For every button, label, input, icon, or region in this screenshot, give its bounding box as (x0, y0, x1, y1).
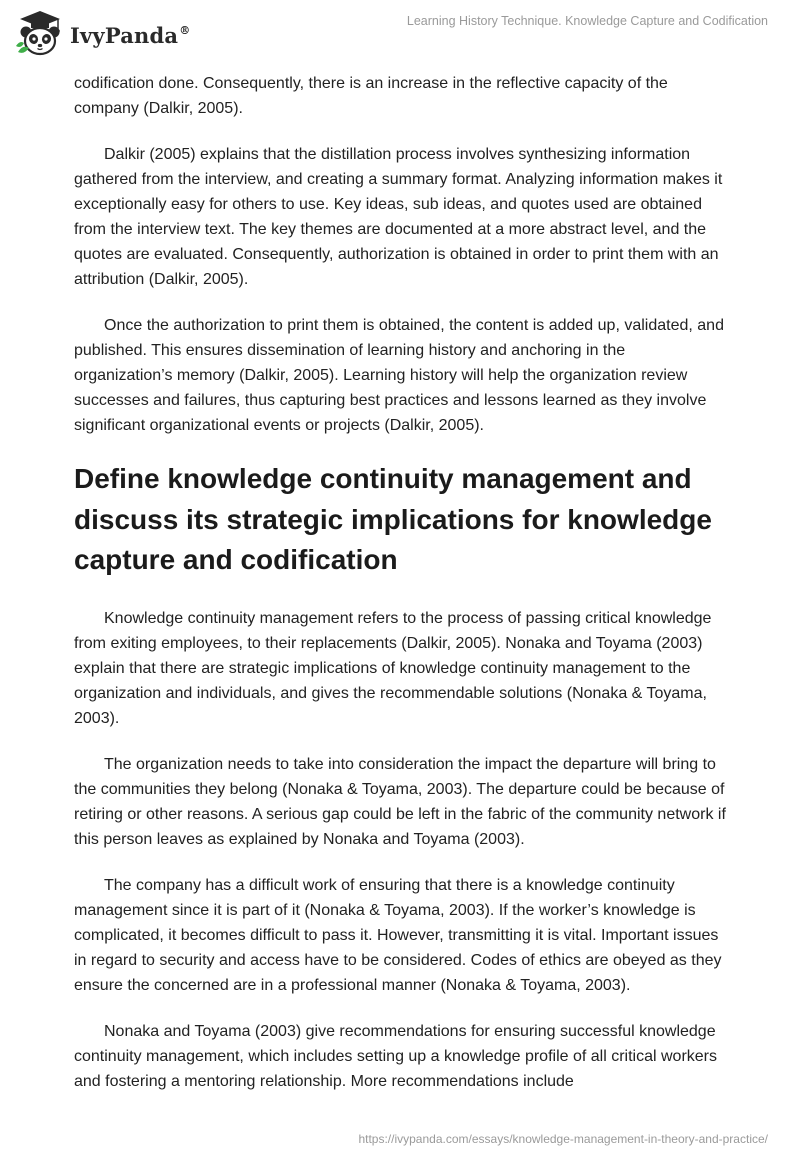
section-heading: Define knowledge continuity management and discuss its strategic implications for knowledge capture and codification (74, 463, 712, 575)
paragraph-2: Dalkir (2005) explains that the distillation process involves synthesizing information gathered from the interview, and creating a summary format. Analyzing information makes it exceptionally easy for others to use. Key ideas, sub ideas, and quotes used are obtained from the interview text. The key themes are documented at a more abstract level, and the quotes are evaluated. Consequently, authorization is obtained in order to print them with an attribution (Dalkir, 2005). (74, 146, 723, 288)
paragraph-4: Knowledge continuity management refers to the process of passing critical knowledge from exiting employees, to their replacements (Dalkir, 2005). Nonaka and Toyama (2003) explain that there are strategic implications of knowledge continuity management to the organization and individuals, and gives the recommendable solutions (Nonaka & Toyama, 2003). (74, 609, 712, 727)
registered-mark: ® (179, 23, 191, 37)
source-url[interactable]: https://ivypanda.com/essays/knowledge-management-in-theory-and-practice/ (358, 1132, 768, 1146)
brand-name (70, 23, 190, 48)
essay-body (74, 71, 726, 1115)
paragraph-7: Nonaka and Toyama (2003) give recommendations for ensuring successful knowledge continuity management, which includes setting up a knowledge profile of all critical workers and fostering a mentoring relationship. More recommendations include (74, 1022, 717, 1090)
document-title: Learning History Technique. Knowledge Capture and Codification (406, 14, 768, 28)
brand-label: IvyPanda (70, 22, 179, 48)
paragraph-1: codification done. Consequently, there is an increase in the reflective capacity of the company (Dalkir, 2005). (74, 75, 668, 117)
paragraph-6: The company has a difficult work of ensuring that there is a knowledge continuity management since it is part of it (Nonaka & Toyama, 2003). If the worker’s knowledge is complicated, it becomes difficult to pass it. However, transmitting it is vital. Important issues in regard to security and access have to be considered. Codes of ethics are obeyed as they ensure the concerned are in a professional manner (Nonaka & Toyama, 2003). (74, 876, 722, 994)
paragraph-5: The organization needs to take into consideration the impact the departure will bring to the communities they belong (Nonaka & Toyama, 2003). The departure could be because of retiring or other reasons. A serious gap could be left in the fabric of the community network if this person leaves as explained by Nonaka and Toyama (2003). (74, 755, 726, 848)
page-header (0, 0, 800, 70)
ivypanda-logo[interactable] (14, 8, 190, 58)
panda-graduate-icon (14, 8, 66, 58)
paragraph-3: Once the authorization to print them is obtained, the content is added up, validated, and published. This ensures dissemination of learning history and anchoring in the organization’s memory (Dalkir, 2005). Learning history will help the organization review successes and failures, thus capturing best practices and lessons learned as they involve significant organizational events or projects (Dalkir, 2005). (74, 317, 724, 434)
